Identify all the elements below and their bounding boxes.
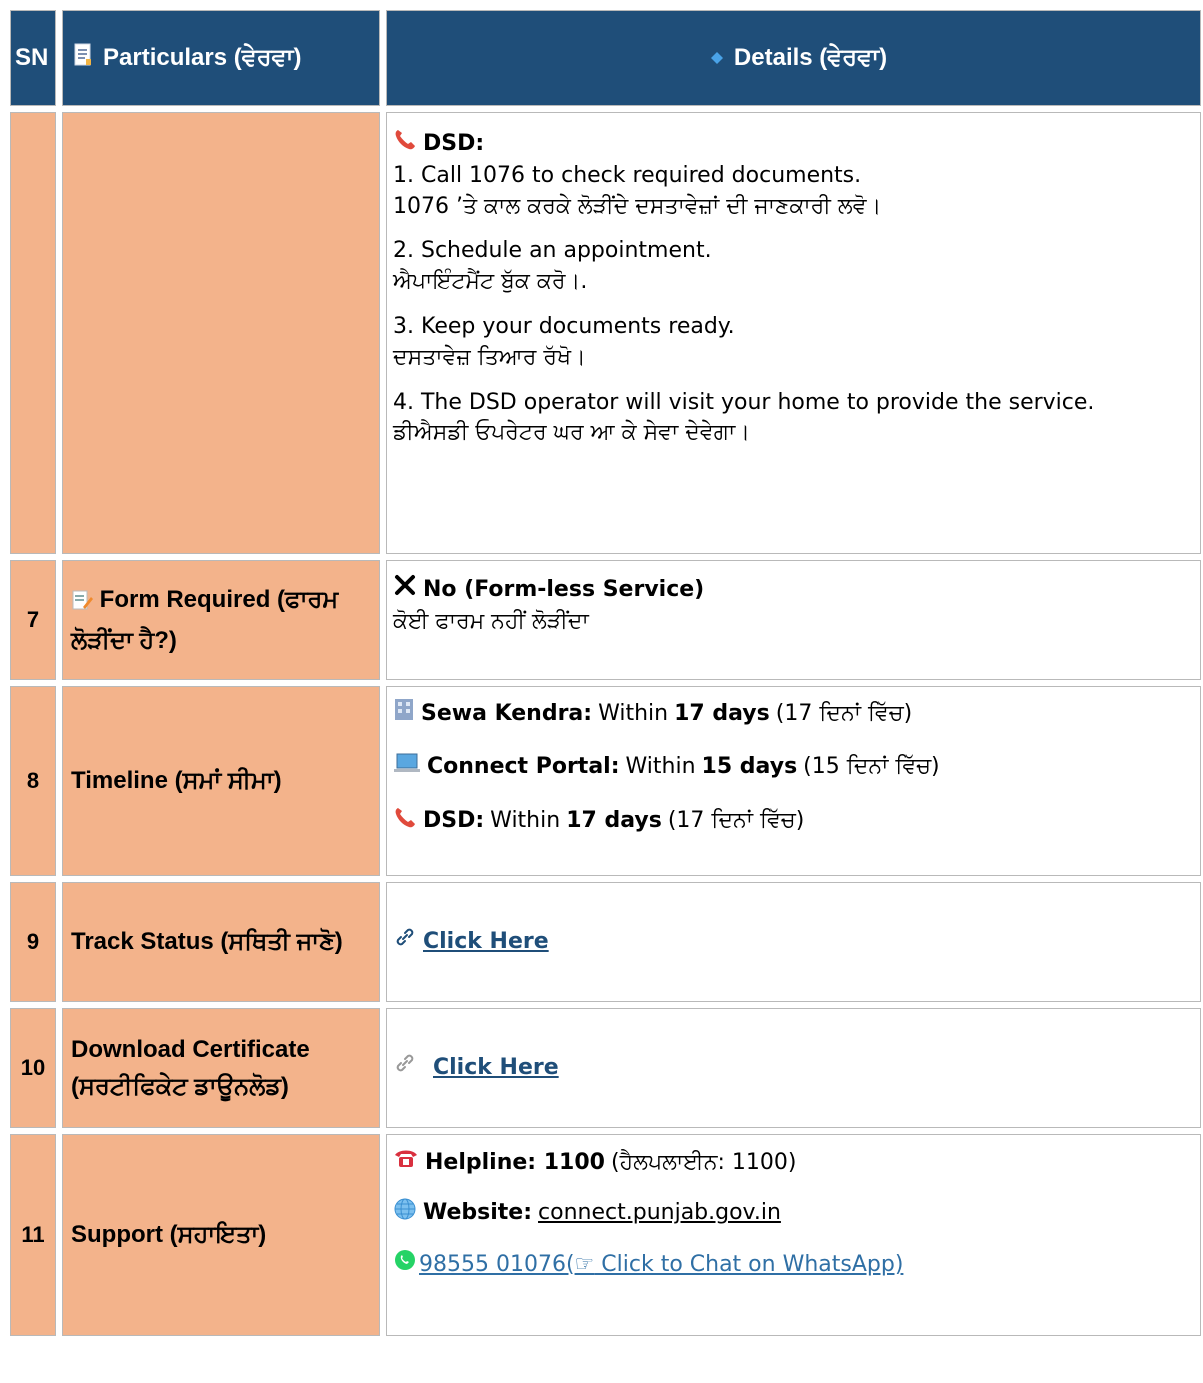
dsd-title: DSD: — [423, 130, 485, 156]
form-value-pa: ਕੋਈ ਫਾਰਮ ਨਹੀਂ ਲੋੜੀਂਦਾ — [393, 608, 589, 634]
download-certificate-link[interactable]: Click Here — [433, 1054, 559, 1080]
whatsapp-chat-link[interactable] — [419, 1250, 903, 1281]
label-support: Support (ਸਹਾਇਤਾ) — [62, 1134, 380, 1336]
value-cell-support — [386, 1134, 1201, 1336]
website-label: Website: — [423, 1200, 533, 1226]
value-cell-download — [386, 1008, 1201, 1128]
portal-days: 15 days — [701, 754, 798, 780]
value-cell-track — [386, 882, 1201, 1002]
pointing-hand-icon: ☞ — [574, 1252, 595, 1278]
table-row-download-certificate — [10, 1008, 1201, 1128]
form-pencil-icon — [71, 585, 93, 622]
service-details-table — [4, 4, 1203, 1342]
dsd-step2-pa: ਐਪਾਇੰਟਮੈਂਟ ਬੁੱਕ ਕਰੋ।. — [393, 269, 588, 295]
sewa-pre: Within — [598, 700, 669, 726]
whatsapp-icon — [393, 1249, 417, 1283]
header-particulars — [62, 10, 380, 106]
dsd-step1-pa: 1076 ’ਤੇ ਕਾਲ ਕਰਕੇ ਲੋੜੀਂਦੇ ਦਸਤਾਵੇਜ਼ਾਂ ਦੀ ਜਾਣਕਾਰੀ ਲਵੋ। — [393, 193, 882, 219]
portal-label: Connect Portal: — [427, 754, 620, 780]
whatsapp-cta: Click to Chat on WhatsApp) — [594, 1252, 904, 1278]
dsd-days: 17 days — [566, 808, 662, 834]
header-particulars-label: Particulars (ਵੇਰਵਾ) — [103, 44, 302, 71]
sn-cell: 11 — [10, 1134, 56, 1336]
sewa-label: Sewa Kendra: — [421, 700, 593, 726]
helpline-label: Helpline: 1100 — [425, 1149, 605, 1175]
label-track-status: Track Status (ਸਥਿਤੀ ਜਾਣੋ) — [62, 882, 380, 1002]
helpline-pa: (ਹੈਲਪਲਾਈਨ: 1100) — [610, 1149, 797, 1175]
portal-pre: Within — [625, 754, 696, 780]
sn-cell: 7 — [10, 560, 56, 680]
blue-diamond-icon — [710, 44, 724, 72]
portal-pa: (15 ਦਿਨਾਂ ਵਿੱਚ) — [803, 754, 940, 780]
particulars-cell-form — [62, 560, 380, 680]
value-cell-form — [386, 560, 1201, 680]
sn-cell-empty — [10, 112, 56, 554]
link-icon — [393, 1051, 417, 1085]
dsd-step4-pa: ਡੀਐਸਡੀ ਓਪਰੇਟਰ ਘਰ ਆ ਕੇ ਸੇਵਾ ਦੇਵੇਗਾ। — [393, 420, 751, 446]
table-row-track-status — [10, 882, 1201, 1002]
sn-cell: 9 — [10, 882, 56, 1002]
header-details — [386, 10, 1201, 106]
cross-mark-icon — [393, 573, 417, 607]
dsd-label: DSD: — [423, 808, 485, 834]
link-icon — [393, 925, 417, 959]
header-sn — [10, 10, 56, 106]
dsd-step2-en: 2. Schedule an appointment. — [393, 238, 712, 264]
document-icon — [73, 43, 93, 74]
form-value: No (Form-less Service) — [423, 576, 705, 602]
office-building-icon — [393, 697, 415, 731]
sn-cell: 8 — [10, 686, 56, 876]
table-row-support — [10, 1134, 1201, 1336]
particulars-cell-empty — [62, 112, 380, 554]
value-cell-timeline — [386, 686, 1201, 876]
label-form-required: Form Required (ਫਾਰਮ ਲੋੜੀਂਦਾ ਹੈ?) — [71, 585, 339, 654]
dsd-steps-cell — [386, 112, 1201, 554]
whatsapp-number: 98555 01076( — [419, 1252, 575, 1278]
table-row-timeline — [10, 686, 1201, 876]
table-header-row — [10, 10, 1201, 106]
dsd-step4-en: 4. The DSD operator will visit your home to provide the service. — [393, 389, 1095, 415]
dsd-pre: Within — [490, 808, 561, 834]
telephone-icon — [393, 1147, 419, 1179]
label-timeline: Timeline (ਸਮਾਂ ਸੀਮਾ) — [62, 686, 380, 876]
table-row-dsd-steps — [10, 112, 1201, 554]
sewa-pa: (17 ਦਿਨਾਂ ਵਿੱਚ) — [775, 700, 913, 726]
sn-cell: 10 — [10, 1008, 56, 1128]
sewa-days: 17 days — [674, 700, 770, 726]
table-row-form-required — [10, 560, 1201, 680]
header-sn-label: SN — [15, 44, 49, 71]
track-status-link[interactable]: Click Here — [423, 928, 549, 954]
phone-icon — [393, 805, 417, 839]
header-details-label: Details (ਵੇਰਵਾ) — [733, 44, 888, 71]
laptop-icon — [393, 751, 421, 785]
globe-icon — [393, 1197, 417, 1231]
website-link[interactable]: connect.punjab.gov.in — [538, 1200, 781, 1226]
phone-icon — [393, 127, 417, 161]
label-download-certificate: Download Certificate (ਸਰਟੀਫਿਕੇਟ ਡਾਊਨਲੋਡ) — [62, 1008, 380, 1128]
dsd-pa: (17 ਦਿਨਾਂ ਵਿੱਚ) — [667, 808, 805, 834]
dsd-step3-pa: ਦਸਤਾਵੇਜ਼ ਤਿਆਰ ਰੱਖੋ। — [393, 344, 586, 370]
dsd-step3-en: 3. Keep your documents ready. — [393, 313, 735, 339]
dsd-step1-en: 1. Call 1076 to check required documents. — [393, 162, 862, 188]
